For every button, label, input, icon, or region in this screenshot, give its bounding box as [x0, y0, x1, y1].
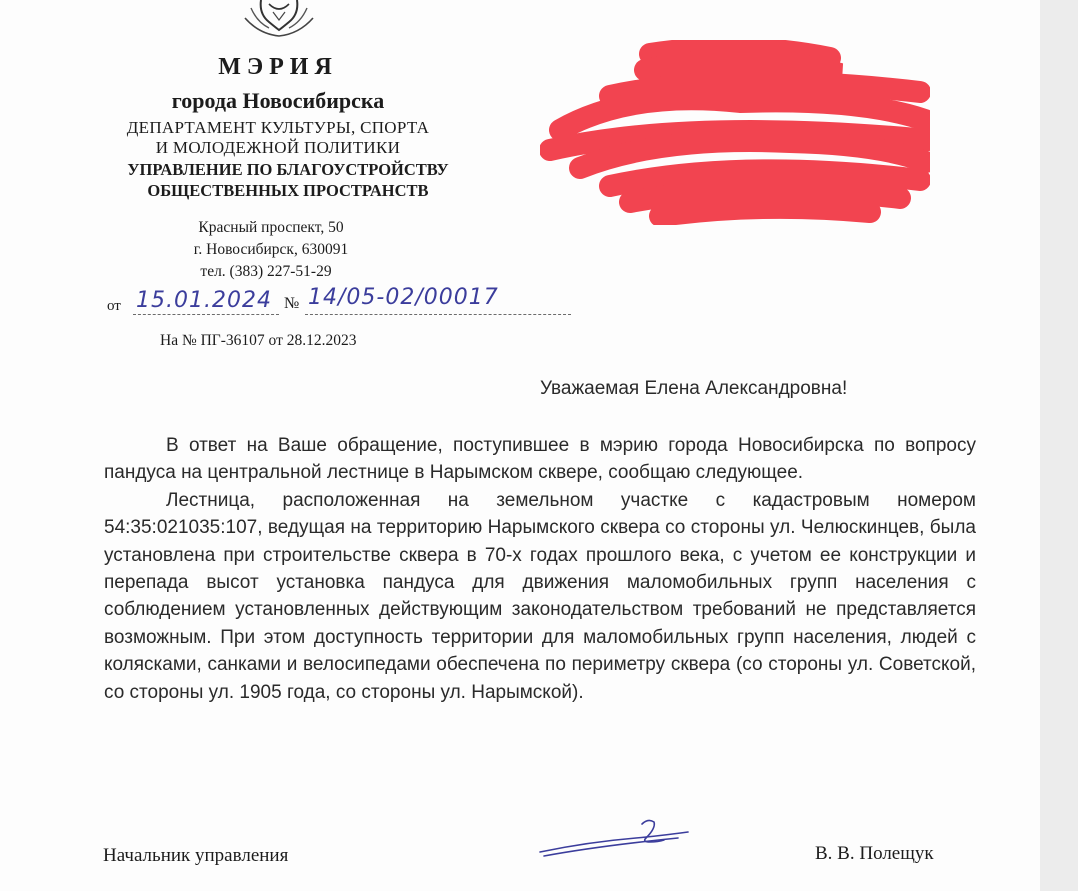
management-line-2: ОБЩЕСТВЕННЫХ ПРОСТРАНСТВ — [147, 181, 429, 200]
signer-name: В. В. Полещук — [815, 843, 934, 864]
department-line-1: ДЕПАРТАМЕНТ КУЛЬТУРЫ, СПОРТА — [126, 118, 430, 137]
management-line-1: УПРАВЛЕНИЕ ПО БЛАГОУСТРОЙСТВУ — [127, 160, 449, 179]
date-underline — [133, 314, 279, 315]
handwritten-signature — [538, 812, 698, 860]
reply-reference: На № ПГ-36107 от 28.12.2023 — [160, 332, 357, 349]
address-city: г. Новосибирск, 630091 — [193, 241, 349, 258]
org-name: МЭРИЯ — [218, 54, 338, 80]
body-paragraph-1: В ответ на Ваше обращение, поступившее в мэрию города Новосибирска по вопросу пандуса на центральной лестнице в Нарымском сквере, сообщаю следующее. — [104, 435, 976, 484]
letter-body — [104, 432, 976, 706]
phone-number: тел. (383) 227-51-29 — [200, 263, 332, 280]
handwritten-number: 14/05-02/00017 — [308, 285, 499, 310]
coat-of-arms-icon — [239, 0, 319, 42]
recipient-redaction — [540, 40, 930, 225]
date-label: от — [107, 298, 121, 314]
viewer-side-strip — [1040, 0, 1078, 891]
number-underline — [305, 314, 571, 315]
city-name: города Новосибирска — [171, 88, 385, 113]
address-street: Красный проспект, 50 — [198, 219, 344, 236]
department-line-2: И МОЛОДЕЖНОЙ ПОЛИТИКИ — [155, 138, 401, 157]
number-label: № — [284, 295, 300, 312]
greeting: Уважаемая Елена Александровна! — [540, 378, 848, 399]
body-paragraph-2: Лестница, расположенная на земельном участке с кадастровым номером 54:35:021035:107, ведущая на территорию Нарымского сквера со стороны ул. Челюскинцев, была установлена при строительстве сквера в 70-х годах прошлого века, с учетом ее конструкции и перепада высот установка пандуса для движения маломобильных групп населения с соблюдением установленных действующим законодательством требований не представляется возможным. При этом доступность территории для маломобильных групп населения, людей с колясками, санками и велосипедами обеспечена по периметру сквера (со стороны ул. Советской, со стороны ул. 1905 года, со стороны ул. Нарымской). — [104, 489, 976, 703]
handwritten-date: 15.01.2024 — [136, 288, 272, 313]
signer-title: Начальник управления — [103, 845, 289, 866]
